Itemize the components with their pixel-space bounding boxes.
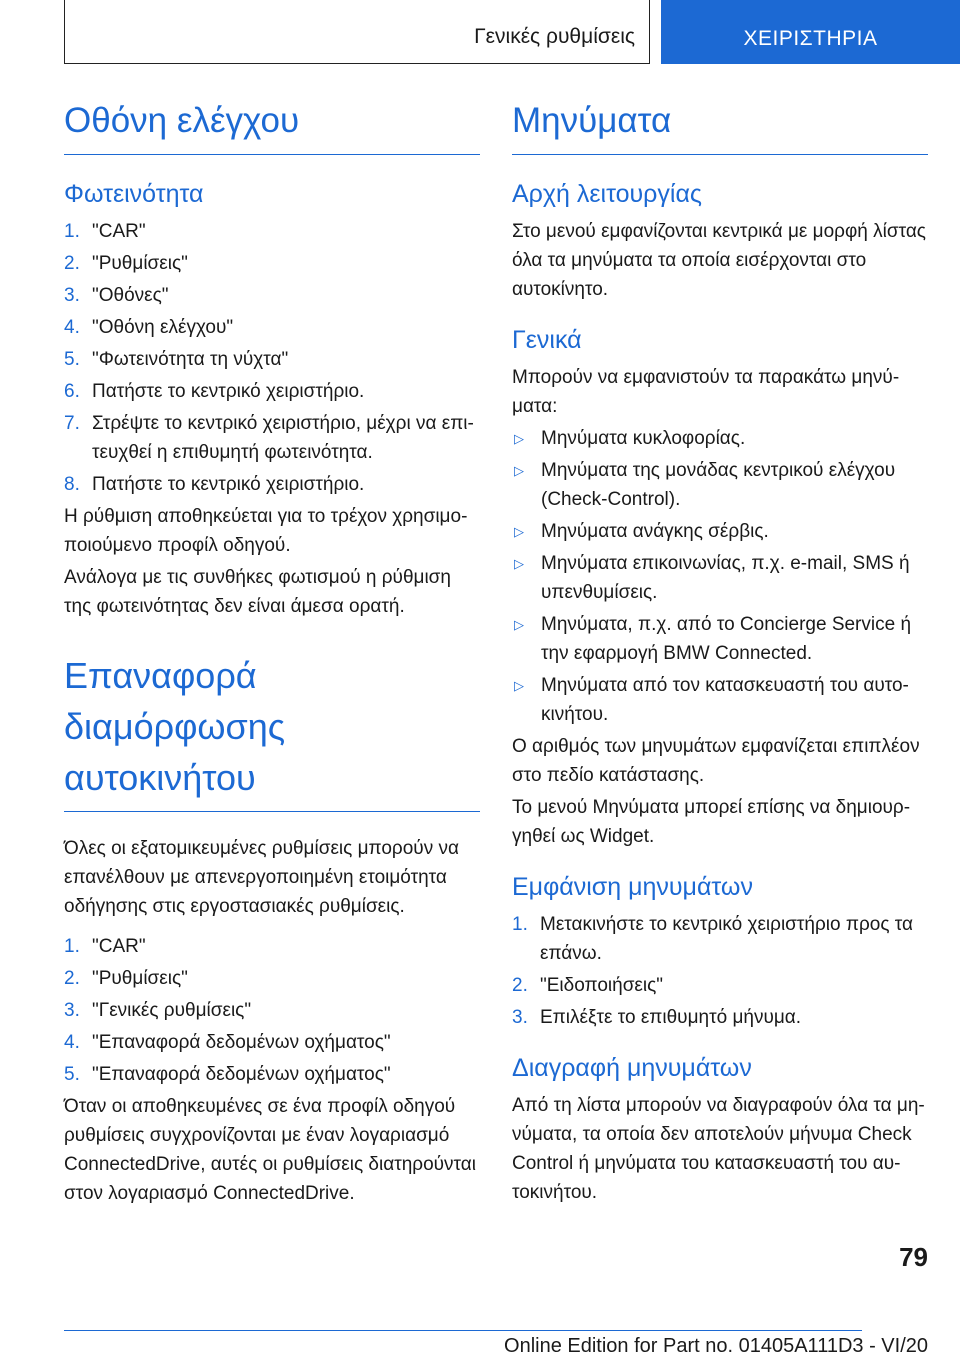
list-item — [512, 456, 928, 514]
triangle-bullet-icon: ▷ — [514, 463, 524, 478]
step-number: 7. — [64, 413, 80, 434]
reset-steps — [64, 932, 480, 1089]
step-text: "Ρυθμίσεις" — [92, 253, 188, 274]
list-item — [64, 1060, 480, 1089]
list-item — [64, 964, 480, 993]
list-item — [64, 932, 480, 961]
list-item — [64, 249, 480, 278]
step-number: 2. — [64, 253, 80, 274]
step-text: "Οθόνες" — [92, 285, 169, 306]
footer-edition: Online Edition for Part no. 01405A111D3 - VI/20 — [504, 1335, 928, 1357]
general-intro: Μπορούν να εμφανιστούν τα παρακάτω μηνύματα: — [512, 367, 900, 417]
step-number: 5. — [64, 1064, 80, 1085]
triangle-bullet-icon: ▷ — [514, 431, 524, 446]
step-text: "Ρυθμίσεις" — [92, 968, 188, 989]
list-item — [512, 549, 928, 607]
list-item — [64, 996, 480, 1025]
list-item — [512, 671, 928, 729]
message-types-list — [512, 424, 928, 729]
bullet-text: Μηνύματα της μονάδας κεντρικού ελέγχου (Check-Control). — [541, 460, 896, 510]
list-item — [64, 377, 480, 406]
step-text: Πατήστε το κεντρικό χειριστήριο. — [92, 381, 365, 402]
bullet-text: Μηνύματα, π.χ. από το Concierge Service ή την εφαρμογή BMW Connected. — [541, 614, 912, 664]
general-note-widget: Το μενού Μηνύματα μπορεί επίσης να δημιουργηθεί ως Widget. — [512, 797, 911, 847]
step-text: Επιλέξτε το επιθυμητό μήνυμα. — [540, 1007, 802, 1028]
brightness-steps — [64, 217, 480, 499]
step-number: 3. — [64, 1000, 80, 1021]
step-text: "Επαναφορά δεδομένων οχήματος" — [92, 1032, 391, 1053]
heading-reset-vehicle: Επαναφορά διαμόρφωσης αυτοκινήτου — [64, 650, 480, 812]
step-text: "CAR" — [92, 221, 146, 242]
page-title-messages: Μηνύματα — [512, 96, 928, 155]
step-number: 3. — [512, 1007, 528, 1028]
header-section — [64, 0, 650, 64]
header-section-label: Γενικές ρυθμίσεις — [474, 25, 635, 48]
display-steps — [512, 910, 928, 1032]
list-item — [512, 910, 928, 968]
list-item — [512, 517, 928, 546]
step-number: 8. — [64, 474, 80, 495]
heading-general: Γενικά — [512, 326, 582, 354]
step-number: 4. — [64, 1032, 80, 1053]
principle-text: Στο μενού εμφανίζονται κεντρικά με μορφή λίστας όλα τα μηνύματα τα οποία εισέρχονται στο αυτοκίνητο. — [512, 221, 926, 300]
step-text: Μετακινήστε το κεντρικό χειριστήριο προς τα επάνω. — [540, 914, 913, 964]
brightness-note-visibility: Ανάλογα με τις συνθήκες φωτισμού η ρύθμιση της φωτεινότητας δεν είναι άμεσα ορατή. — [64, 567, 451, 617]
step-number: 1. — [64, 221, 80, 242]
general-note-count: Ο αριθμός των μηνυμάτων εμφανίζεται επιπλέον στο πεδίο κατάστασης. — [512, 736, 920, 786]
triangle-bullet-icon: ▷ — [514, 678, 524, 693]
triangle-bullet-icon: ▷ — [514, 556, 524, 571]
triangle-bullet-icon: ▷ — [514, 524, 524, 539]
step-text: "Οθόνη ελέγχου" — [92, 317, 234, 338]
step-text: Πατήστε το κεντρικό χειριστήριο. — [92, 474, 365, 495]
heading-brightness: Φωτεινότητα — [64, 180, 204, 208]
bullet-text: Μηνύματα επικοινωνίας, π.χ. e-mail, SMS ή υπενθυμίσεις. — [541, 553, 910, 603]
list-item — [512, 1003, 928, 1032]
left-column — [64, 96, 480, 1211]
heading-delete-messages: Διαγραφή μηνυμάτων — [512, 1054, 752, 1082]
step-text: "Φωτεινότητα τη νύχτα" — [92, 349, 289, 370]
reset-note: Όταν οι αποθηκευμένες σε ένα προφίλ οδηγού ρυθμίσεις συγχρονίζονται με έναν λογαριασμό ConnectedDrive, αυτές οι ρυθμίσεις διατηρούνται στον λογαριασμό ConnectedDrive. — [64, 1096, 476, 1204]
step-text: "Γενικές ρυθμίσεις" — [92, 1000, 252, 1021]
list-item — [512, 610, 928, 668]
list-item — [512, 424, 928, 453]
step-number: 6. — [64, 381, 80, 402]
triangle-bullet-icon: ▷ — [514, 617, 524, 632]
list-item — [512, 971, 928, 1000]
step-number: 5. — [64, 349, 80, 370]
step-number: 2. — [512, 975, 528, 996]
page-number: 79 — [899, 1242, 928, 1272]
step-text: "Επαναφορά δεδομένων οχήματος" — [92, 1064, 391, 1085]
step-number: 1. — [512, 914, 528, 935]
header-chapter-label: ΧΕΙΡΙΣΤΗΡΙΑ — [743, 27, 878, 50]
delete-text: Από τη λίστα μπορούν να διαγραφούν όλα τα μηνύματα, τα οποία δεν αποτελούν μήνυμα Check Control ή μηνύματα του κατασκευαστή του αυτοκινήτου. — [512, 1095, 925, 1203]
step-text: "CAR" — [92, 936, 146, 957]
reset-intro: Όλες οι εξατομικευμένες ρυθμίσεις μπορούν να επανέλθουν με απενεργοποιημένη ετοιμότητα οδήγησης στις εργοστασιακές ρυθμίσεις. — [64, 838, 459, 917]
step-text: Στρέψτε το κεντρικό χειριστήριο, μέχρι να επιτευχθεί η επιθυμητή φωτεινότητα. — [92, 413, 474, 463]
list-item — [64, 409, 480, 467]
page-title-control-display: Οθόνη ελέγχου — [64, 96, 480, 155]
step-number: 4. — [64, 317, 80, 338]
header-chapter — [661, 0, 960, 64]
bullet-text: Μηνύματα από τον κατασκευαστή του αυτοκινήτου. — [541, 675, 909, 725]
step-number: 2. — [64, 968, 80, 989]
bullet-text: Μηνύματα ανάγκης σέρβις. — [541, 521, 769, 542]
heading-display-messages: Εμφάνιση μηνυμάτων — [512, 873, 753, 901]
list-item — [64, 281, 480, 310]
list-item — [64, 470, 480, 499]
list-item — [64, 217, 480, 246]
right-column — [512, 96, 928, 1210]
bullet-text: Μηνύματα κυκλοφορίας. — [541, 428, 746, 449]
list-item — [64, 1028, 480, 1057]
step-text: "Ειδοποιήσεις" — [540, 975, 664, 996]
list-item — [64, 313, 480, 342]
brightness-note-profile: Η ρύθμιση αποθηκεύεται για το τρέχον χρησιμοποιούμενο προφίλ οδηγού. — [64, 506, 468, 556]
list-item — [64, 345, 480, 374]
step-number: 3. — [64, 285, 80, 306]
step-number: 1. — [64, 936, 80, 957]
heading-principle: Αρχή λειτουργίας — [512, 180, 702, 208]
